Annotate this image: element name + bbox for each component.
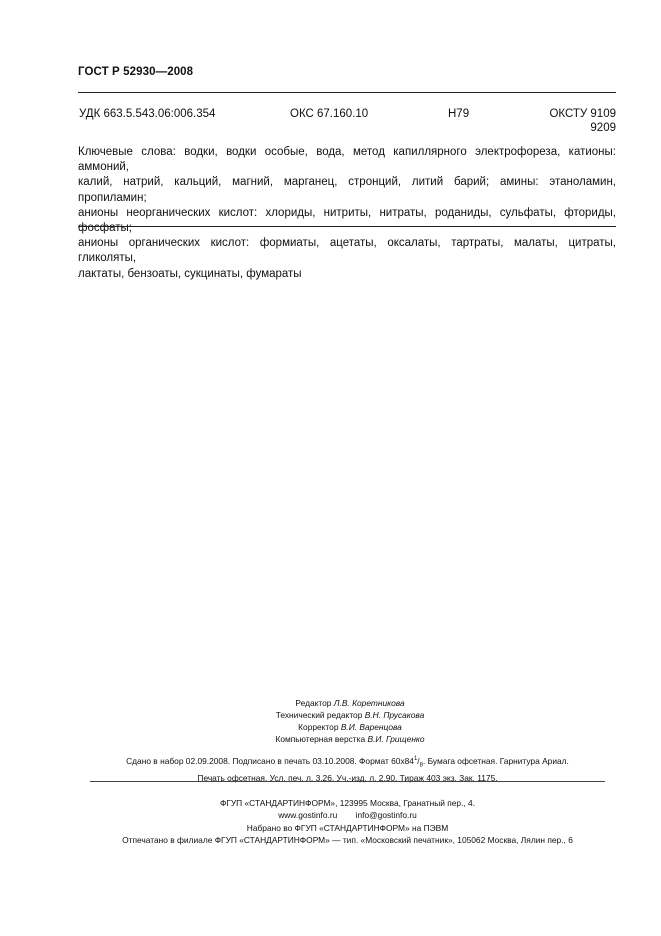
group-code: Н79 xyxy=(448,108,470,120)
proofreader-name: В.И. Варенцова xyxy=(340,722,402,732)
keywords-line: калий, натрий, кальций, магний, марганец, стронций, литий барий; амины: этаноламин, пропиламин; xyxy=(78,176,616,204)
print-divider xyxy=(90,781,605,782)
proofreader-label: Корректор xyxy=(298,722,339,732)
format-fraction-top: 1 xyxy=(413,756,418,762)
printed-note: Отпечатано в филиале ФГУП «СТАНДАРТИНФОРМ» — тип. «Московский печатник», 105062 Москва, Лялин пер., 6 xyxy=(122,834,573,845)
keywords-line: Ключевые слова: водки, водки особые, вода, метод капиллярного электрофореза, катионы: аммоний, xyxy=(78,146,616,174)
tech-editor-label: Технический редактор xyxy=(275,710,363,720)
website-link[interactable]: www.gostinfo.ru xyxy=(278,810,338,821)
layout-credit xyxy=(150,733,550,745)
okstu-code xyxy=(546,107,616,135)
print-info-part-b: . Бумага офсетная. Гарнитура Ариал. xyxy=(422,755,569,766)
editor-name: Л.В. Коретникова xyxy=(333,698,405,708)
publisher-contacts xyxy=(90,809,605,821)
typeset-note: Набрано во ФГУП «СТАНДАРТИНФОРМ» на ПЭВМ xyxy=(246,822,449,833)
udk-code: УДК 663.5.543.06:006.354 xyxy=(79,108,216,120)
publisher-address: ФГУП «СТАНДАРТИНФОРМ», 123995 Москва, Гранатный пер., 4. xyxy=(219,798,476,808)
editor-credit xyxy=(150,697,550,709)
okstu-line-2: 9209 xyxy=(590,122,616,134)
layout-name: В.И. Грищенко xyxy=(367,734,425,744)
okstu-line-1: ОКСТУ 9109 xyxy=(549,108,616,120)
print-info-line-2: Печать офсетная. Усл. печ. л. 3,26. Уч.-изд. л. 2,90. Тираж 403 экз. Зак. 1175. xyxy=(197,772,498,783)
format-fraction-bottom: 8 xyxy=(419,762,423,769)
keywords-line: анионы неорганических кислот: хлориды, нитриты, нитраты, роданиды, сульфаты, фториды, фосфаты; xyxy=(78,206,616,235)
print-info-part-a: Сдано в набор 02.09.2008. Подписано в печать 03.10.2008. Формат 60х84 xyxy=(126,755,414,766)
bottom-divider xyxy=(78,226,616,227)
oks-code: ОКС 67.160.10 xyxy=(290,108,369,120)
keywords-line: лактаты, бензоаты, сукцинаты, фумараты xyxy=(78,267,302,280)
print-info xyxy=(90,753,605,784)
editor-label: Редактор xyxy=(295,698,332,708)
email-link[interactable]: info@gostinfo.ru xyxy=(355,810,417,821)
editorial-credits xyxy=(150,697,550,745)
publisher-info xyxy=(90,797,605,846)
print-info-line-1: Сдано в набор 02.09.2008. Подписано в печать 03.10.2008. Формат $60х84^1/_8$. Бумага офсетная. Гарнитура Ариал. xyxy=(126,755,569,769)
proofreader-credit xyxy=(150,721,550,733)
tech-editor-name: В.Н. Прусакова xyxy=(364,710,425,720)
document-number: ГОСТ Р 52930—2008 xyxy=(78,66,194,78)
tech-editor-credit xyxy=(150,709,550,721)
keywords-line: анионы органических кислот: формиаты, ацетаты, оксалаты, тартраты, малаты, цитраты, гликоляты, xyxy=(78,237,616,265)
layout-label: Компьютерная верстка xyxy=(275,734,366,744)
top-divider xyxy=(78,92,616,93)
keywords-paragraph xyxy=(78,145,616,282)
